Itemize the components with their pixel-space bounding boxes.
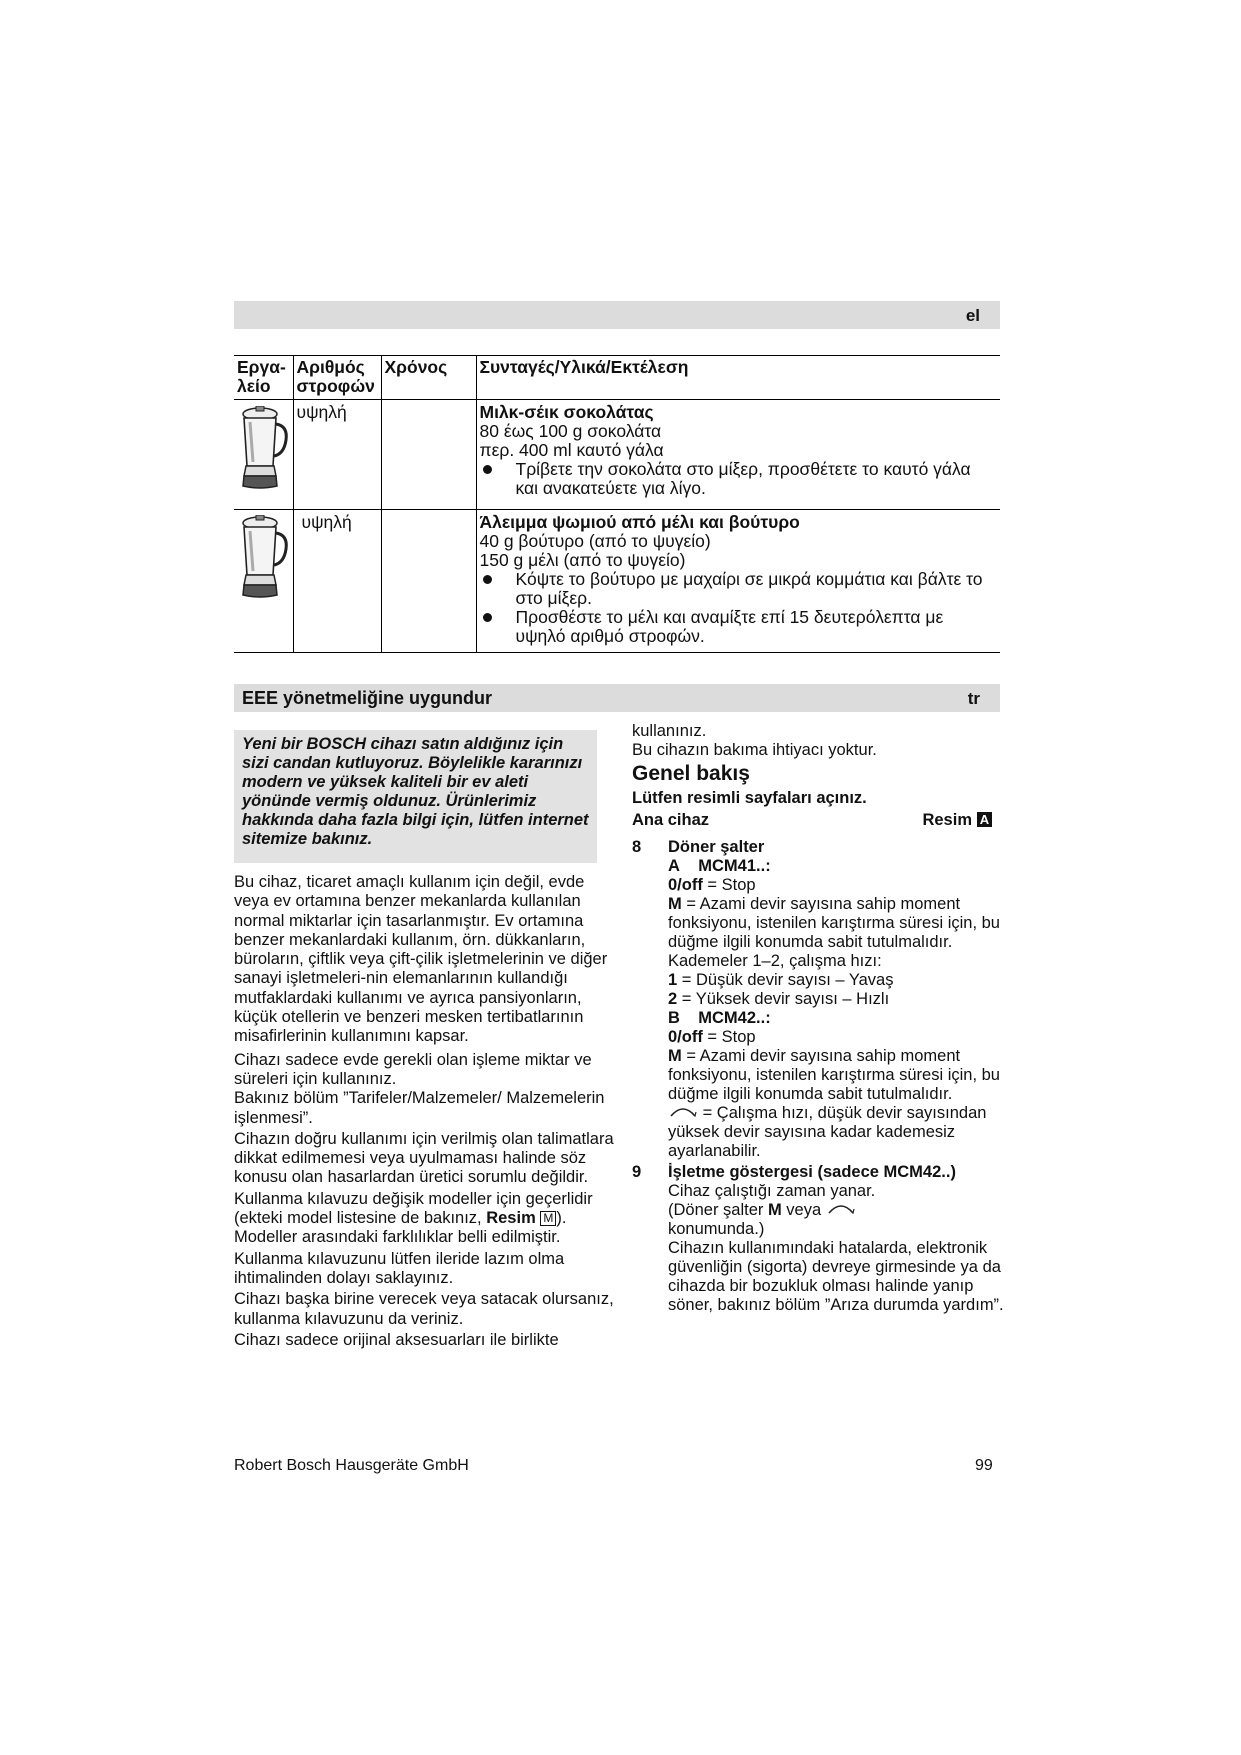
- intro-box: Yeni bir BOSCH cihazı satın aldığınız için sizi candan kutluyoruz. Böylelikle kararınızı modern ve yüksek kaliteli bir ev aleti yönünde vermiş oldunuz. Ürünlerimiz hakkında daha fazla bilgi için, lütfen internet sitemize bakınız.: [234, 730, 597, 863]
- paragraph: kullanınız.: [632, 722, 707, 740]
- recipe-cell: [476, 400, 1000, 510]
- table-row: [234, 510, 1000, 653]
- steps-list: [480, 570, 999, 646]
- figure-ref-a: A: [977, 812, 992, 827]
- setting-1: 1 = Düşük devir sayısı – Yavaş: [668, 971, 894, 989]
- setting-off: 0/off = Stop: [668, 876, 756, 894]
- speed-cell: υψηλή: [293, 400, 381, 510]
- item-title: İşletme göstergesi (sadece MCM42..): [668, 1163, 956, 1181]
- blender-icon: [236, 406, 290, 492]
- left-column: [234, 873, 614, 1352]
- item-title: Döner şalter: [668, 838, 765, 856]
- ingredient: 150 g μέλι (από το ψυγείο): [479, 550, 686, 570]
- paragraph: konumunda.): [668, 1220, 765, 1238]
- setting-variable: = Çalışma hızı, düşük devir sayısından yüksek devir sayısına kadar kademesiz ayarlanabilir.: [668, 1104, 987, 1160]
- paragraph: Cihaz çalıştığı zaman yanar.: [668, 1182, 876, 1200]
- language-code-el: el: [965, 306, 980, 325]
- setting-m: M = Azami devir sayısına sahip moment fonksiyonu, istenilen karıştırma süresi için, bu düğme ilgili konumda sabit tutulmalıdır.: [668, 895, 1000, 951]
- footer-company: Robert Bosch Hausgeräte GmbH: [234, 1457, 469, 1474]
- tool-cell: [234, 400, 293, 510]
- paragraph: (Döner şalter M veya: [668, 1201, 1012, 1220]
- paragraph: Cihazı sadece orijinal aksesuarları ile birlikte: [234, 1330, 559, 1349]
- setting-m: M = Azami devir sayısına sahip moment fonksiyonu, istenilen karıştırma süresi için, bu düğme ilgili konumda sabit tutulmalıdır.: [668, 1047, 1000, 1103]
- header-recipe: Συνταγές/Υλικά/Εκτέλεση: [476, 356, 1000, 400]
- steps-list: [480, 460, 999, 498]
- ingredient: περ. 400 ml καυτό γάλα: [479, 440, 664, 460]
- time-cell: [381, 510, 476, 653]
- table-row: [234, 400, 1000, 510]
- header-tool: Εργα- λείο: [234, 356, 293, 400]
- figure-ref-m: M: [540, 1211, 556, 1226]
- table-header-row: [234, 356, 1000, 400]
- recipe-title: Μιλκ-σέικ σοκολάτας: [479, 402, 654, 422]
- recipe-table: [234, 355, 1000, 653]
- speed-cell: υψηλή: [293, 510, 381, 653]
- section-heading: Genel bakış: [632, 762, 750, 785]
- section-bar-el: [234, 301, 1000, 329]
- paragraph: Cihazı sadece evde gerekli olan işleme miktar ve süreleri için kullanınız. Bakınız bölüm ”Tarifeler/Malzemeler/ Malzemelerin işlenmesi”.: [234, 1050, 605, 1127]
- language-code-tr: tr: [967, 689, 980, 708]
- paragraph: Bu cihaz, ticaret amaçlı kullanım için değil, evde veya ev ortamına benzer mekanlarda kullanılan normal miktarlar için tasarlanmıştır. Ev ortamına benzer mekanlardaki kullanım, örn. dükkanların, büroların, çiftlik veya çift-çilik işletmelerinin ve diğer sanayi işletmeleri-nin elemanlarının kullandığı mutfaklardaki kullanımı ve ayrıca pansiyonların, küçük otellerin ve benzeri mesken tertibatlarının misafirlerinin kullanımını kapsar.: [234, 873, 608, 1046]
- paragraph: Bu cihazın bakıma ihtiyacı yoktur.: [632, 741, 877, 759]
- step-item: Κόψτε το βούτυρο με μαχαίρι σε μικρά κομμάτια και βάλτε το στο μίξερ.: [480, 570, 999, 608]
- page-number: 99: [975, 1457, 993, 1474]
- list-item-9: 9 İşletme göstergesi (sadece MCM42..) Cihaz çalıştığı zaman yanar. (Döner şalter M veya konumunda.) Cihazın kullanımındaki hatalarda, elektronik güvenliğin (sigorta) devreye girmesinde ya da cihazda bir bozukluk olması halinde yanıp söner, bakınız bölüm ”Arıza durumda yardım”.: [632, 1163, 1012, 1315]
- recipe-title: Άλειμμα ψωμιού από μέλι και βούτυρο: [479, 512, 800, 532]
- subheading: Lütfen resimli sayfaları açınız.: [632, 789, 867, 807]
- ingredient: 80 έως 100 g σοκολάτα: [479, 421, 662, 441]
- section-title: EEE yönetmeliğine uygundur: [242, 688, 493, 708]
- list-item-8: 8 Döner şalter A MCM41..: 0/off = Stop M = Azami devir sayısına sahip moment fonksiyonu, istenilen karıştırma süresi için, bu düğme ilgili konumda sabit tutulmalıdır. Kademeler 1–2, çalışma hızı: 1 = Düşük devir sayısı – Yavaş 2 = Yüksek devir sayısı – Hızlı B MCM42..: 0/off = Stop M = Azami devir sayısına sahip moment fonksiyonu, istenilen karıştırma süresi için, bu düğme ilgili konumda sabit tutulmalıdır. = Çalışma hızı, düşük devir sayısından yüksek devir sayısına kadar kademesiz ayarlanabilir.: [632, 838, 1012, 1161]
- recipe-cell: [476, 510, 1000, 653]
- step-item: Προσθέστε το μέλι και αναμίξτε επί 15 δευτερόλεπτα με υψηλό αριθμό στροφών.: [480, 608, 999, 646]
- setting-off: 0/off = Stop: [668, 1028, 756, 1046]
- paragraph: Kullanma kılavuzu değişik modeller için geçerlidir (ekteki model listesine de bakınız, Resim M ). Modeller arasındaki farklılıklar belli edilmiştir.: [234, 1189, 593, 1247]
- ana-cihaz-label: Ana cihaz: [632, 811, 710, 829]
- tool-cell: [234, 510, 293, 653]
- variant-a: A MCM41..:: [668, 857, 771, 875]
- ingredient: 40 g βούτυρο (από το ψυγείο): [479, 531, 711, 551]
- variable-speed-icon: [826, 1201, 856, 1215]
- paragraph: Cihazı başka birine verecek veya satacak olursanız, kullanma kılavuzunu da veriniz.: [234, 1290, 614, 1328]
- time-cell: [381, 400, 476, 510]
- header-time: Χρόνος: [381, 356, 476, 400]
- variant-b: B MCM42..:: [668, 1009, 771, 1027]
- paragraph: Cihazın doğru kullanımı için verilmiş olan talimatlara dikkat edilmemesi veya uyulmaması halinde söz konusu olan hasarlardan üretici sorumlu değildir.: [234, 1129, 614, 1187]
- step-item: Τρίβετε την σοκολάτα στο μίξερ, προσθέτετε το καυτό γάλα και ανακατεύετε για λίγο.: [480, 460, 999, 498]
- paragraph: Cihazın kullanımındaki hatalarda, elektronik güvenliğin (sigorta) devreye girmesinde ya da cihazda bir bozukluk olması halinde yanıp söner, bakınız bölüm ”Arıza durumda yardım”.: [668, 1239, 1004, 1314]
- header-speed: Αριθμός στροφών: [293, 356, 381, 400]
- resim-label: Resim: [486, 1209, 536, 1228]
- ana-cihaz-row: [632, 811, 992, 830]
- variable-speed-icon: [668, 1104, 698, 1118]
- section-bar-tr: [234, 684, 1000, 712]
- paragraph: Kullanma kılavuzunu lütfen ileride lazım olma ihtimalinden dolayı saklayınız.: [234, 1249, 565, 1287]
- setting-2: 2 = Yüksek devir sayısı – Hızlı: [668, 990, 890, 1008]
- setting-steps: Kademeler 1–2, çalışma hızı:: [668, 952, 882, 970]
- right-column: [632, 722, 1012, 1315]
- blender-icon: [236, 515, 290, 601]
- resim-ref: Resim A: [922, 811, 992, 830]
